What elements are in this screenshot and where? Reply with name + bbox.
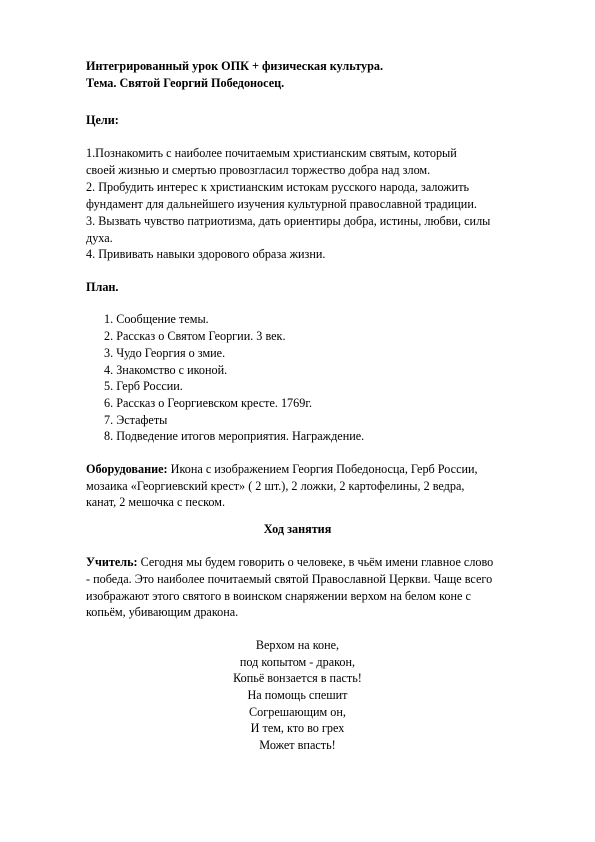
plan-item: 5. Герб России. [104,379,183,393]
theme-label: Тема. [86,76,117,90]
teacher-label: Учитель: [86,555,138,569]
equipment-text: Икона с изображением Георгия Победоносца, Герб России, [167,462,478,476]
equipment-line: мозаика «Георгиевский крест» ( 2 шт.), 2 ложки, 2 картофелины, 2 ведра, [86,479,465,493]
poem-line: Верхом на коне, [255,638,340,652]
plan-item: 7. Эстафеты [104,413,168,427]
equipment-line [86,461,478,478]
lesson-title: Интегрированный урок ОПК + физическая культура. [86,59,384,73]
theme-text: Святой Георгий Победоносец. [116,76,285,90]
poem-line: Согрешающим он, [249,705,346,719]
equipment-label: Оборудование: [86,462,168,476]
lesson-heading: Ход занятия [263,522,332,536]
equipment-line: канат, 2 мешочка с песком. [86,495,226,509]
plan-item: 6. Рассказ о Георгиевском кресте. 1769г. [104,396,313,410]
goals-line: 2. Пробудить интерес к христианским истокам русского народа, заложить [86,180,470,194]
teacher-paragraph-line: копьём, убивающим дракона. [86,605,239,619]
goals-line: 1.Познакомить с наиболее почитаемым христианским святым, который [86,146,457,160]
poem-line: И тем, кто во грех [250,721,345,735]
plan-item: 8. Подведение итогов мероприятия. Награждение. [104,429,365,443]
goals-line: 4. Прививать навыки здорового образа жизни. [86,247,326,261]
poem-line: Копьё вонзается в пасть! [233,671,362,685]
poem-line: под копытом - дракон, [239,655,356,669]
teacher-paragraph-line [86,554,493,571]
lesson-theme [86,75,284,92]
goals-line: своей жизнью и смертью провозгласил торжество добра над злом. [86,163,431,177]
plan-item: 4. Знакомство с иконой. [104,363,228,377]
plan-item: 3. Чудо Георгия о змие. [104,346,226,360]
goals-line: духа. [86,231,113,245]
plan-item: 2. Рассказ о Святом Георгии. 3 век. [104,329,286,343]
teacher-text: Сегодня мы будем говорить о человеке, в чьём имени главное слово [137,555,494,569]
goals-line: фундамент для дальнейшего изучения культурной православной традиции. [86,197,477,211]
plan-item: 1. Сообщение темы. [104,312,209,326]
teacher-paragraph-line: изображают этого святого в воинском снаряжении верхом на белом коне с [86,589,471,603]
poem-line: Может впасть! [259,738,336,752]
goals-line: 3. Вызвать чувство патриотизма, дать ориентиры добра, истины, любви, силы [86,214,491,228]
plan-heading: План. [86,280,119,294]
teacher-paragraph-line: - победа. Это наиболее почитаемый святой Православной Церкви. Чаще всего [86,572,493,586]
poem-line: На помощь спешит [247,688,348,702]
goals-heading: Цели: [86,113,119,127]
